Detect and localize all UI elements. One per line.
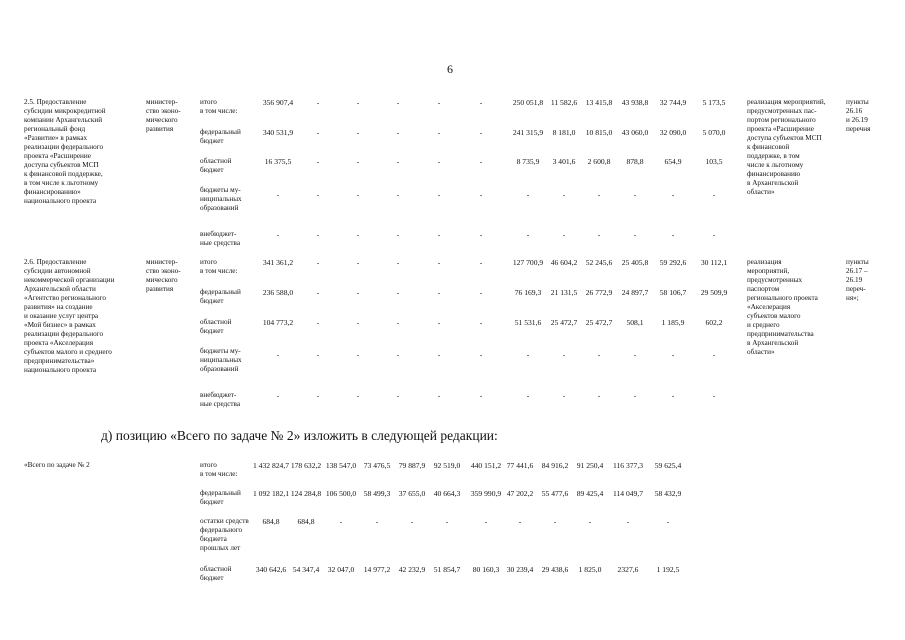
value-cell: 32 090,0 [659,128,687,137]
value-cell: - [437,391,441,400]
source-2-5-total: итого в том числе: [200,98,238,115]
value-cell: - [479,230,483,239]
value-cell: 25 472,7 [585,318,613,327]
source-2-6-federal: федеральный бюджет [200,288,241,305]
value-cell: 2 600,8 [587,157,611,166]
value-cell: 92 519,0 [433,461,461,470]
value-cell: 654,9 [664,157,682,166]
value-cell: 878,8 [626,157,644,166]
value-cell: - [316,350,320,359]
source-total-federal: федеральный бюджет [200,489,241,506]
value-cell: 104 773,2 [262,318,294,327]
value-cell: - [396,128,400,137]
value-cell: - [396,157,400,166]
value-cell: - [437,258,441,267]
value-cell: - [712,230,716,239]
result-2-5: реализация мероприятий, предусмотренных пас- портом регионального проекта «Расширение доступа субъектов МСП к финансовой поддержке, в том числе к льготному финансированию в Архангельской области» [747,98,826,196]
value-cell: 241 315,9 [512,128,544,137]
value-cell: 32 744,9 [659,98,687,107]
value-cell: 116 377,3 [612,461,644,470]
executor-2-5: министер- ство эконо- мического развития [146,98,181,133]
value-cell: - [276,391,280,400]
value-cell: 51 854,7 [433,565,461,574]
value-cell: 1 192,5 [656,565,680,574]
value-cell: - [553,517,557,526]
page-number: 6 [447,62,453,76]
value-cell: 51 531,6 [514,318,542,327]
value-cell: 8 735,9 [516,157,540,166]
executor-2-6: министер- ство эконо- мического развития [146,258,181,293]
value-cell: 5 173,5 [702,98,726,107]
value-cell: 250 051,8 [512,98,544,107]
value-cell: - [396,230,400,239]
value-cell: - [356,128,360,137]
reference-2-6: пункты 26.17 – 26.19 переч- ня»; [846,258,869,302]
value-cell: - [479,190,483,199]
value-cell: - [671,350,675,359]
value-cell: 40 664,3 [433,489,461,498]
source-2-6-extrabudget: внебюджет- ные средства [200,391,241,408]
value-cell: 43 938,8 [621,98,649,107]
value-cell: 124 284,8 [290,489,322,498]
value-cell: - [356,288,360,297]
value-cell: 52 245,6 [585,258,613,267]
value-cell: - [356,230,360,239]
value-cell: - [633,230,637,239]
value-cell: 340 531,9 [262,128,294,137]
value-cell: 73 476,5 [363,461,391,470]
value-cell: - [276,230,280,239]
value-cell: 106 500,0 [325,489,357,498]
value-cell: - [518,517,522,526]
value-cell: 47 202,2 [506,489,534,498]
value-cell: 26 772,9 [585,288,613,297]
value-cell: - [671,391,675,400]
value-cell: - [410,517,414,526]
value-cell: - [396,288,400,297]
value-cell: - [316,288,320,297]
value-cell: 21 131,5 [550,288,578,297]
total-name: «Всего по задаче № 2 [24,461,90,469]
value-cell: 89 425,4 [576,489,604,498]
value-cell: - [712,391,716,400]
value-cell: - [356,391,360,400]
value-cell: 29 438,6 [541,565,569,574]
value-cell: - [479,318,483,327]
value-cell: - [396,391,400,400]
value-cell: 46 604,2 [550,258,578,267]
source-2-5-extrabudget: внебюджет- ные средства [200,230,241,247]
amendment-heading: д) позицию «Всего по задаче № 2» изложить в следующей редакции: [101,428,498,443]
value-cell: 29 509,9 [700,288,728,297]
reference-2-5: пункты 26.16 и 26.19 перечня [846,98,871,133]
value-cell: 236 588,0 [262,288,294,297]
value-cell: 356 907,4 [262,98,294,107]
value-cell: 341 361,2 [262,258,294,267]
value-cell: - [356,157,360,166]
value-cell: - [316,258,320,267]
measure-name-2-6: 2.6. Предоставление субсидии автономной некоммерческой организации Архангельской области «Агентство регионального развития» на создание и оказание услуг центра «Мой бизнес» в рамках реализации федерального проекта «Акселерация субъектов малого и среднего предпринимательства» национального проекта [24,258,115,374]
value-cell: - [597,391,601,400]
value-cell: 77 441,6 [506,461,534,470]
value-cell: - [626,517,630,526]
value-cell: 2327,6 [617,565,639,574]
value-cell: 80 160,3 [472,565,500,574]
value-cell: - [396,318,400,327]
value-cell: - [562,350,566,359]
source-total-regional: областной бюджет [200,565,232,582]
value-cell: 54 347,4 [292,565,320,574]
value-cell: 14 977,2 [363,565,391,574]
value-cell: - [526,230,530,239]
value-cell: 25 472,7 [550,318,578,327]
value-cell: 340 642,6 [255,565,287,574]
value-cell: 127 700,9 [512,258,544,267]
value-cell: 10 815,0 [585,128,613,137]
value-cell: - [396,350,400,359]
source-2-6-municipal: бюджеты му- ниципальных образований [200,347,242,373]
source-total-total: итого в том числе: [200,461,238,478]
value-cell: 5 070,0 [702,128,726,137]
value-cell: 8 181,0 [552,128,576,137]
value-cell: - [479,98,483,107]
source-2-5-regional: областной бюджет [200,157,232,174]
value-cell: - [339,517,343,526]
value-cell: - [479,288,483,297]
value-cell: - [479,350,483,359]
value-cell: 79 887,9 [398,461,426,470]
value-cell: - [356,318,360,327]
value-cell: - [597,190,601,199]
value-cell: - [479,157,483,166]
value-cell: - [588,517,592,526]
source-2-5-federal: федеральный бюджет [200,128,241,145]
value-cell: - [437,318,441,327]
value-cell: 59 625,4 [654,461,682,470]
measure-name-2-5: 2.5. Предоставление субсидии микрокредитной компании Архангельский региональный фонд «Развитие» в рамках реализации федерального проекта «Расширение доступа субъектов МСП к финансовой поддержке, в том числе к льготному финансированию» национального проекта [24,98,106,205]
value-cell: 1 825,0 [578,565,602,574]
value-cell: 58 106,7 [659,288,687,297]
value-cell: - [316,230,320,239]
value-cell: - [356,98,360,107]
source-2-5-municipal: бюджеты му- ниципальных образований [200,186,242,212]
value-cell: - [671,190,675,199]
value-cell: - [437,190,441,199]
value-cell: - [526,350,530,359]
value-cell: - [276,190,280,199]
value-cell: 24 897,7 [621,288,649,297]
value-cell: - [316,391,320,400]
value-cell: - [666,517,670,526]
value-cell: - [562,190,566,199]
value-cell: - [479,258,483,267]
result-2-6: реализация мероприятий, предусмотренных паспортом регионального проекта «Акселерация субъектов малого и среднего предпринимательства в Архангельской области» [747,258,818,356]
value-cell: - [316,128,320,137]
value-cell: - [396,98,400,107]
value-cell: - [356,258,360,267]
value-cell: 508,1 [626,318,644,327]
value-cell: 42 232,9 [398,565,426,574]
value-cell: - [356,190,360,199]
value-cell: 1 432 824,7 [252,461,290,470]
value-cell: 138 547,0 [325,461,357,470]
value-cell: - [597,230,601,239]
value-cell: - [356,350,360,359]
source-2-6-regional: областной бюджет [200,318,232,335]
value-cell: 30 239,4 [506,565,534,574]
value-cell: 37 655,0 [398,489,426,498]
value-cell: 55 477,6 [541,489,569,498]
value-cell: - [479,128,483,137]
value-cell: 30 112,1 [700,258,728,267]
value-cell: 16 375,5 [264,157,292,166]
value-cell: - [316,190,320,199]
value-cell: - [562,391,566,400]
value-cell: - [479,391,483,400]
value-cell: 25 405,8 [621,258,649,267]
value-cell: - [712,350,716,359]
value-cell: 1 185,9 [661,318,685,327]
value-cell: - [671,230,675,239]
value-cell: - [562,230,566,239]
value-cell: - [597,350,601,359]
value-cell: - [633,350,637,359]
value-cell: - [396,258,400,267]
value-cell: - [437,288,441,297]
value-cell: - [437,157,441,166]
value-cell: 13 415,8 [585,98,613,107]
value-cell: - [437,350,441,359]
value-cell: - [437,230,441,239]
source-2-6-total: итого в том числе: [200,258,238,275]
value-cell: 59 292,6 [659,258,687,267]
value-cell: - [396,190,400,199]
value-cell: 76 169,3 [514,288,542,297]
value-cell: 359 990,9 [470,489,502,498]
value-cell: 103,5 [705,157,723,166]
value-cell: 684,8 [297,517,315,526]
value-cell: - [276,350,280,359]
value-cell: - [437,98,441,107]
value-cell: - [526,391,530,400]
value-cell: 602,2 [705,318,723,327]
source-total-remainder: остатки средств федерального бюджета прошлых лет [200,517,249,552]
value-cell: - [437,128,441,137]
value-cell: 58 432,9 [654,489,682,498]
value-cell: - [526,190,530,199]
value-cell: - [316,157,320,166]
value-cell: 11 582,6 [550,98,578,107]
value-cell: - [316,98,320,107]
value-cell: 3 401,6 [552,157,576,166]
value-cell: 1 092 182,1 [252,489,290,498]
value-cell: - [316,318,320,327]
value-cell: - [633,391,637,400]
value-cell: 58 499,3 [363,489,391,498]
value-cell: - [375,517,379,526]
value-cell: - [712,190,716,199]
value-cell: 91 250,4 [576,461,604,470]
value-cell: 114 049,7 [612,489,644,498]
value-cell: - [484,517,488,526]
value-cell: - [445,517,449,526]
value-cell: 43 060,0 [621,128,649,137]
value-cell: 32 047,0 [327,565,355,574]
value-cell: 684,8 [262,517,280,526]
value-cell: 84 916,2 [541,461,569,470]
value-cell: 440 151,2 [470,461,502,470]
value-cell: 178 632,2 [290,461,322,470]
value-cell: - [633,190,637,199]
